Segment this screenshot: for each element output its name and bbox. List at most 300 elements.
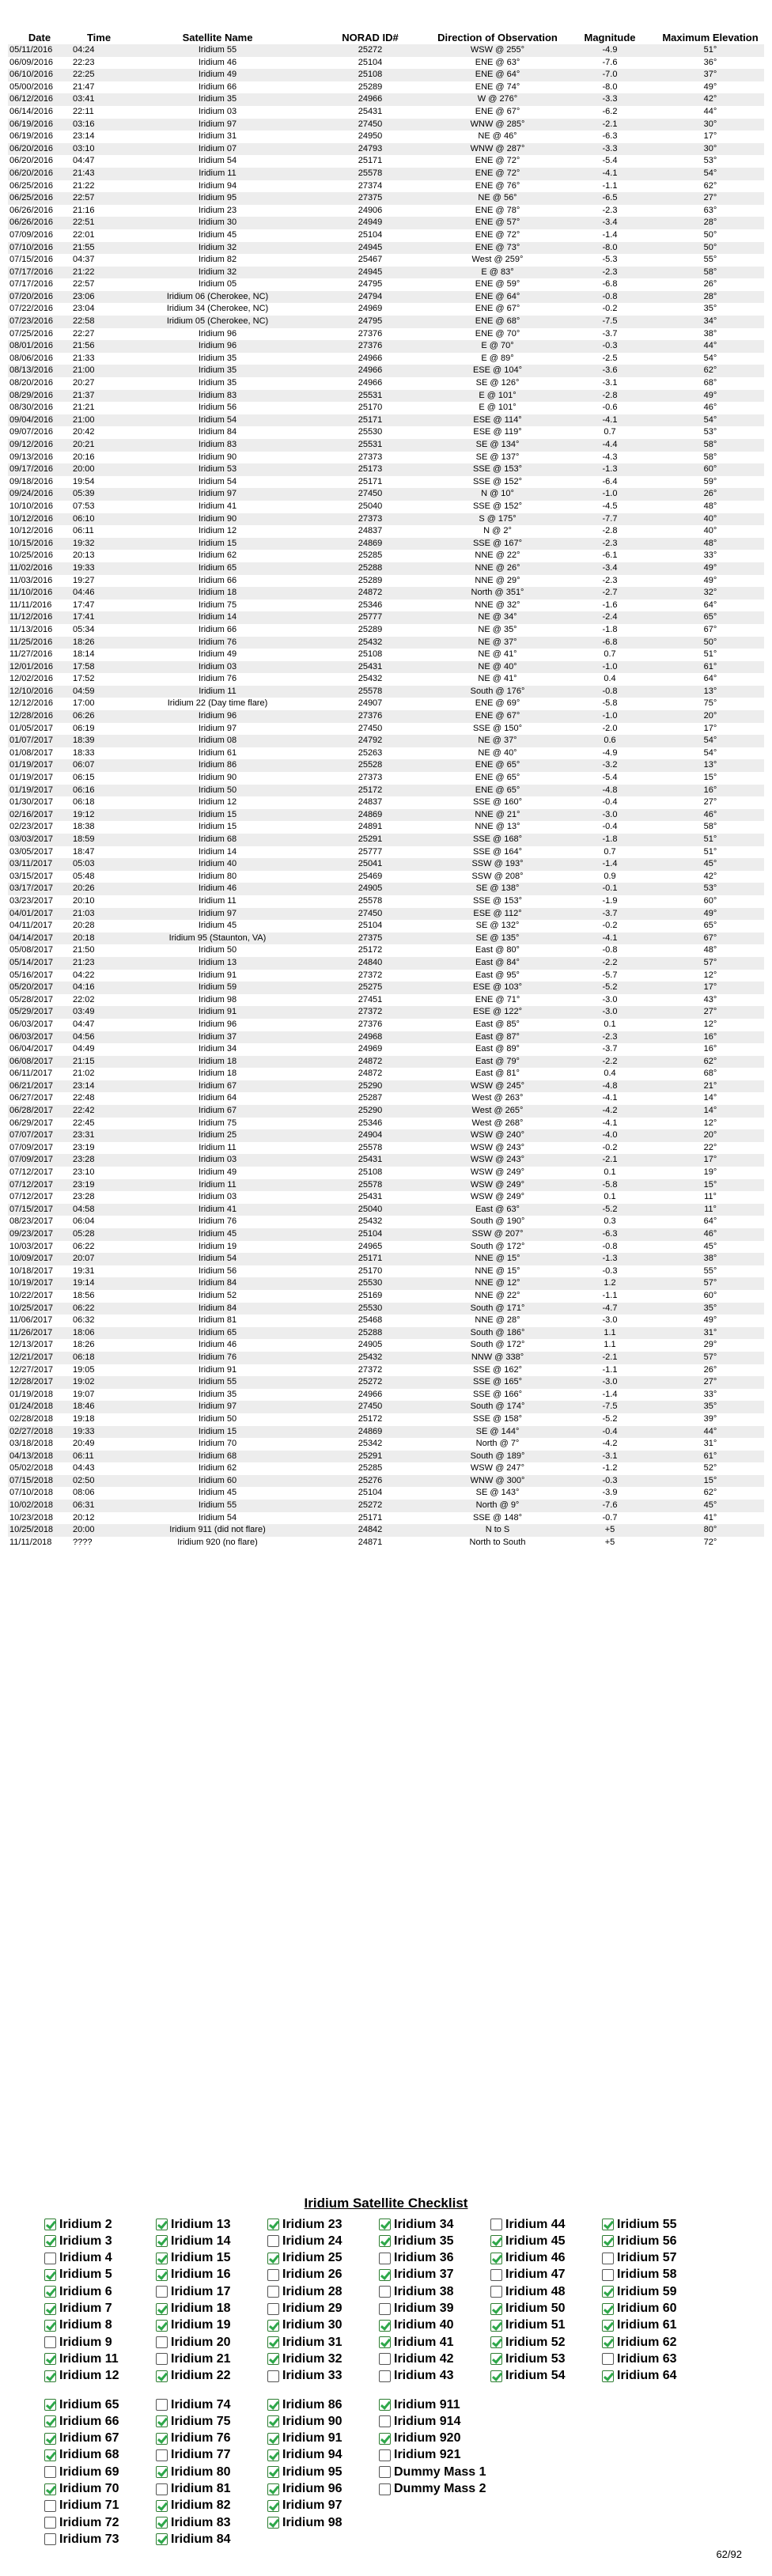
checked-checkbox[interactable]: [379, 2320, 391, 2332]
checked-checkbox[interactable]: [267, 2433, 279, 2445]
satellite-name-cell: Iridium 14: [198, 846, 237, 857]
checklist-item[interactable]: [490, 2301, 598, 2317]
direction-cell: NNE @ 28°: [475, 1315, 520, 1326]
checked-checkbox[interactable]: [602, 2219, 614, 2230]
checked-checkbox[interactable]: [602, 2303, 614, 2315]
checklist-item[interactable]: [267, 2351, 375, 2367]
table-row: [8, 1167, 764, 1179]
unchecked-checkbox[interactable]: [379, 2370, 391, 2382]
checklist-item[interactable]: [267, 2464, 375, 2480]
checked-checkbox[interactable]: [44, 2320, 56, 2332]
elevation-cell: 42°: [703, 871, 717, 881]
norad-id-cell: 25272: [308, 1376, 432, 1389]
checklist-item[interactable]: [379, 2447, 486, 2464]
unchecked-checkbox[interactable]: [379, 2286, 391, 2298]
unchecked-checkbox[interactable]: [379, 2449, 391, 2461]
checklist-item[interactable]: [602, 2317, 710, 2334]
unchecked-checkbox[interactable]: [490, 2286, 502, 2298]
unchecked-checkbox[interactable]: [267, 2370, 279, 2382]
elevation-cell: 44°: [703, 106, 717, 116]
norad-id-cell: 25467: [358, 255, 383, 265]
checklist-item[interactable]: [156, 2464, 263, 2480]
elevation-cell: 80°: [657, 1524, 764, 1537]
checked-checkbox[interactable]: [602, 2336, 614, 2348]
checked-checkbox[interactable]: [267, 2336, 279, 2348]
checklist-item[interactable]: [44, 2351, 152, 2367]
checklist-item[interactable]: [602, 2233, 710, 2249]
checklist-item[interactable]: [156, 2301, 263, 2317]
date-cell: 12/28/2017: [8, 1376, 71, 1389]
checked-checkbox[interactable]: [602, 2370, 614, 2382]
checklist-item[interactable]: [44, 2498, 152, 2514]
checklist-item[interactable]: [379, 2216, 486, 2233]
elevation-cell: 38°: [657, 1253, 764, 1265]
date-cell: 10/25/2018: [8, 1524, 71, 1537]
date-cell: 10/19/2017: [8, 1277, 71, 1290]
checklist-item[interactable]: [156, 2368, 263, 2385]
table-row: [8, 944, 764, 957]
table-row: [8, 242, 764, 255]
table-row: [8, 1253, 764, 1265]
checklist-item[interactable]: [490, 2283, 598, 2300]
satellite-name-cell: Iridium 66: [198, 81, 237, 92]
checklist-item[interactable]: [602, 2334, 710, 2351]
checklist-item[interactable]: [379, 2317, 486, 2334]
checklist-item[interactable]: [379, 2250, 486, 2267]
checked-checkbox[interactable]: [267, 2320, 279, 2332]
checked-checkbox[interactable]: [44, 2219, 56, 2230]
checklist-item[interactable]: [44, 2447, 152, 2464]
norad-id-cell: 25342: [358, 1439, 383, 1449]
magnitude-cell: -7.0: [563, 69, 657, 81]
checklist-item[interactable]: [44, 2481, 152, 2498]
date-cell: 12/01/2016: [8, 661, 71, 674]
checklist-item[interactable]: [379, 2464, 486, 2480]
unchecked-checkbox[interactable]: [267, 2303, 279, 2315]
unchecked-checkbox[interactable]: [44, 2533, 56, 2545]
table-row: [8, 513, 764, 526]
checked-checkbox[interactable]: [44, 2449, 56, 2461]
checklist-item[interactable]: [602, 2368, 710, 2385]
checked-checkbox[interactable]: [44, 2483, 56, 2495]
table-row: [8, 1352, 764, 1364]
checklist-item[interactable]: [156, 2396, 263, 2413]
checklist-item[interactable]: [379, 2334, 486, 2351]
time-cell: 18:33: [73, 747, 95, 758]
checklist-item[interactable]: [267, 2216, 375, 2233]
time-cell: 04:56: [71, 1031, 127, 1044]
date-cell: 07/15/2018: [8, 1475, 71, 1488]
checked-checkbox[interactable]: [156, 2370, 168, 2382]
checked-checkbox[interactable]: [602, 2235, 614, 2247]
satellite-name-cell: Iridium 911 (did not flare): [127, 1524, 308, 1537]
elevation-cell: 54°: [703, 353, 717, 363]
checklist-item[interactable]: [44, 2283, 152, 2300]
checklist-item[interactable]: [490, 2368, 598, 2385]
checked-checkbox[interactable]: [156, 2415, 168, 2427]
checklist-item[interactable]: [156, 2498, 263, 2514]
unchecked-checkbox[interactable]: [379, 2483, 391, 2495]
norad-id-cell: 24950: [358, 131, 383, 142]
satellite-name-cell: Iridium 50: [127, 785, 308, 797]
checked-checkbox[interactable]: [490, 2336, 502, 2348]
checklist-item[interactable]: [490, 2216, 598, 2233]
checklist-item[interactable]: [44, 2301, 152, 2317]
direction-cell: SSE @ 150°: [472, 723, 523, 733]
satellite-name-cell: Iridium 62: [198, 550, 237, 561]
satellite-name-cell: Iridium 75: [198, 1118, 237, 1128]
checklist-item[interactable]: [602, 2250, 710, 2267]
magnitude-cell: -7.6: [563, 1500, 657, 1512]
unchecked-checkbox[interactable]: [379, 2253, 391, 2264]
checklist-item[interactable]: [602, 2216, 710, 2233]
checklist-item[interactable]: [44, 2531, 152, 2548]
checklist-item[interactable]: [379, 2430, 486, 2447]
checklist-item[interactable]: [156, 2233, 263, 2249]
date-cell: 11/27/2016: [9, 649, 53, 660]
checklist-item[interactable]: [267, 2498, 375, 2514]
direction-cell: NNE @ 13°: [475, 822, 520, 832]
unchecked-checkbox[interactable]: [44, 2336, 56, 2348]
checked-checkbox[interactable]: [44, 2353, 56, 2365]
unchecked-checkbox[interactable]: [44, 2517, 56, 2529]
checklist-item[interactable]: [156, 2351, 263, 2367]
date-cell: 05/16/2017: [9, 970, 54, 980]
checklist-item[interactable]: [44, 2514, 152, 2531]
checklist-item[interactable]: [156, 2283, 263, 2300]
checked-checkbox[interactable]: [156, 2433, 168, 2445]
norad-id-cell: 25285: [358, 1463, 383, 1473]
checklist-item-label: Iridium 83: [171, 2515, 231, 2529]
checklist-item[interactable]: [379, 2481, 486, 2498]
direction-cell: ESE @ 119°: [473, 427, 522, 437]
unchecked-checkbox[interactable]: [267, 2269, 279, 2281]
checked-checkbox[interactable]: [379, 2399, 391, 2411]
checklist-item-label: Iridium 71: [59, 2498, 119, 2513]
checked-checkbox[interactable]: [379, 2219, 391, 2230]
unchecked-checkbox[interactable]: [156, 2449, 168, 2461]
checked-checkbox[interactable]: [44, 2399, 56, 2411]
checked-checkbox[interactable]: [156, 2253, 168, 2264]
unchecked-checkbox[interactable]: [379, 2415, 391, 2427]
norad-id-cell: 25431: [308, 1154, 432, 1167]
checked-checkbox[interactable]: [44, 2286, 56, 2298]
unchecked-checkbox[interactable]: [44, 2500, 56, 2512]
table-row: [8, 143, 764, 156]
norad-id-cell: 24837: [358, 526, 383, 536]
checklist-item[interactable]: [44, 2233, 152, 2249]
checked-checkbox[interactable]: [379, 2336, 391, 2348]
checked-checkbox[interactable]: [156, 2320, 168, 2332]
unchecked-checkbox[interactable]: [379, 2353, 391, 2365]
checklist-item[interactable]: [44, 2216, 152, 2233]
checked-checkbox[interactable]: [44, 2370, 56, 2382]
checklist-item[interactable]: [156, 2267, 263, 2283]
checked-checkbox[interactable]: [44, 2303, 56, 2315]
unchecked-checkbox[interactable]: [156, 2399, 168, 2411]
checklist-item[interactable]: [156, 2430, 263, 2447]
checklist-item[interactable]: [267, 2413, 375, 2430]
elevation-cell: 65°: [657, 611, 764, 624]
checklist-item[interactable]: [44, 2317, 152, 2334]
checklist-item[interactable]: [267, 2514, 375, 2531]
norad-id-cell: 25578: [358, 1142, 383, 1152]
checklist-item[interactable]: [490, 2233, 598, 2249]
magnitude-cell: -4.0: [563, 1129, 657, 1142]
unchecked-checkbox[interactable]: [379, 2303, 391, 2315]
satellite-name-cell: Iridium 65: [127, 1327, 308, 1340]
checklist-item-label: Iridium 51: [505, 2318, 566, 2332]
checklist-item[interactable]: [267, 2334, 375, 2351]
magnitude-cell: -5.2: [602, 1413, 618, 1424]
direction-cell: N @ 2°: [483, 526, 512, 536]
checklist-item[interactable]: [379, 2413, 486, 2430]
checked-checkbox[interactable]: [156, 2466, 168, 2478]
direction-cell: WSW @ 249°: [432, 1179, 563, 1192]
checklist-item[interactable]: [156, 2481, 263, 2498]
checked-checkbox[interactable]: [379, 2235, 391, 2247]
elevation-cell: 38°: [703, 328, 717, 339]
checked-checkbox[interactable]: [44, 2415, 56, 2427]
checklist-item[interactable]: [602, 2351, 710, 2367]
satellite-name-cell: Iridium 15: [127, 538, 308, 550]
checked-checkbox[interactable]: [490, 2253, 502, 2264]
table-row: [8, 747, 764, 760]
checklist-item[interactable]: [44, 2396, 152, 2413]
elevation-cell: 68°: [703, 378, 717, 388]
checked-checkbox[interactable]: [44, 2433, 56, 2445]
satellite-name-cell: Iridium 76: [127, 637, 308, 649]
elevation-cell: 62°: [657, 365, 764, 377]
checked-checkbox[interactable]: [156, 2533, 168, 2545]
unchecked-checkbox[interactable]: [44, 2466, 56, 2478]
checked-checkbox[interactable]: [156, 2303, 168, 2315]
unchecked-checkbox[interactable]: [156, 2353, 168, 2365]
direction-cell: South @ 190°: [470, 1216, 525, 1227]
norad-id-cell: 24792: [308, 735, 432, 747]
time-cell: 18:14: [73, 649, 95, 660]
norad-id-cell: 25289: [358, 624, 383, 634]
checklist-item[interactable]: [44, 2430, 152, 2447]
checked-checkbox[interactable]: [267, 2415, 279, 2427]
direction-cell: E @ 83°: [432, 267, 563, 279]
table-row: [8, 785, 764, 797]
checked-checkbox[interactable]: [156, 2235, 168, 2247]
checked-checkbox[interactable]: [490, 2353, 502, 2365]
unchecked-checkbox[interactable]: [379, 2466, 391, 2478]
checked-checkbox[interactable]: [267, 2253, 279, 2264]
time-cell: 18:26: [71, 637, 127, 649]
checked-checkbox[interactable]: [156, 2219, 168, 2230]
magnitude-cell: 0.1: [604, 1167, 616, 1178]
magnitude-cell: -6.5: [563, 192, 657, 205]
elevation-cell: 50°: [657, 242, 764, 255]
satellite-name-cell: Iridium 94: [198, 180, 237, 191]
checklist-item[interactable]: [44, 2267, 152, 2283]
elevation-cell: 53°: [657, 883, 764, 895]
checklist-item[interactable]: [267, 2481, 375, 2498]
checklist-item[interactable]: [267, 2368, 375, 2385]
norad-id-cell: 25432: [358, 674, 383, 684]
checked-checkbox[interactable]: [156, 2269, 168, 2281]
checklist-item[interactable]: [267, 2430, 375, 2447]
checklist-item[interactable]: [602, 2283, 710, 2300]
checklist-item[interactable]: [267, 2250, 375, 2267]
unchecked-checkbox[interactable]: [156, 2286, 168, 2298]
checked-checkbox[interactable]: [156, 2500, 168, 2512]
direction-cell: WNW @ 300°: [432, 1475, 563, 1488]
checked-checkbox[interactable]: [267, 2483, 279, 2495]
date-cell: 10/25/2016: [9, 550, 54, 561]
checklist-item[interactable]: [267, 2447, 375, 2464]
unchecked-checkbox[interactable]: [156, 2483, 168, 2495]
direction-cell: WSW @ 255°: [432, 44, 563, 57]
checklist-item[interactable]: [156, 2531, 263, 2548]
checklist-item[interactable]: [602, 2267, 710, 2283]
elevation-cell: 46°: [657, 1228, 764, 1241]
checklist-item[interactable]: [156, 2514, 263, 2531]
unchecked-checkbox[interactable]: [490, 2269, 502, 2281]
checklist-item[interactable]: [602, 2301, 710, 2317]
table-row: [8, 1043, 764, 1056]
checklist-item[interactable]: [379, 2267, 486, 2283]
satellite-name-cell: Iridium 03: [198, 106, 237, 116]
checklist-item[interactable]: [44, 2464, 152, 2480]
checked-checkbox[interactable]: [267, 2466, 279, 2478]
table-row: [8, 1475, 764, 1488]
checked-checkbox[interactable]: [267, 2449, 279, 2461]
checklist-item[interactable]: [379, 2351, 486, 2367]
time-cell: 04:16: [71, 982, 127, 994]
checklist-item[interactable]: [44, 2413, 152, 2430]
checked-checkbox[interactable]: [490, 2370, 502, 2382]
direction-cell: ENE @ 73°: [432, 242, 563, 255]
checklist-item[interactable]: [267, 2317, 375, 2334]
elevation-cell: 62°: [703, 180, 717, 191]
magnitude-cell: -5.4: [602, 156, 618, 166]
time-cell: 06:10: [71, 513, 127, 526]
date-cell: 07/07/2017: [8, 1129, 71, 1142]
magnitude-cell: -4.1: [563, 168, 657, 180]
satellite-name-cell: Iridium 35: [127, 93, 308, 106]
checklist-item[interactable]: [156, 2334, 263, 2351]
time-cell: 19:18: [73, 1413, 95, 1424]
checked-checkbox[interactable]: [602, 2286, 614, 2298]
checklist-item[interactable]: [490, 2317, 598, 2334]
checklist-item[interactable]: [44, 2334, 152, 2351]
checklist-item[interactable]: [267, 2267, 375, 2283]
time-cell: 22:45: [73, 1118, 95, 1128]
checked-checkbox[interactable]: [379, 2269, 391, 2281]
unchecked-checkbox[interactable]: [44, 2253, 56, 2264]
magnitude-cell: -1.2: [602, 1463, 618, 1473]
checked-checkbox[interactable]: [267, 2353, 279, 2365]
checked-checkbox[interactable]: [267, 2399, 279, 2411]
satellite-name-cell: Iridium 50: [198, 1413, 237, 1424]
checklist-item[interactable]: [156, 2317, 263, 2334]
checked-checkbox[interactable]: [490, 2320, 502, 2332]
norad-id-cell: 24966: [358, 353, 383, 363]
checklist-item[interactable]: [44, 2368, 152, 2385]
elevation-cell: 32°: [657, 587, 764, 600]
checklist-item[interactable]: [267, 2301, 375, 2317]
checklist-item[interactable]: [379, 2233, 486, 2249]
checklist-item[interactable]: [267, 2396, 375, 2413]
magnitude-cell: -7.5: [563, 1401, 657, 1413]
checklist-item[interactable]: [379, 2283, 486, 2300]
checked-checkbox[interactable]: [267, 2219, 279, 2230]
unchecked-checkbox[interactable]: [156, 2336, 168, 2348]
satellite-name-cell: Iridium 11: [199, 895, 237, 906]
checklist-item[interactable]: [156, 2447, 263, 2464]
norad-id-cell: 27450: [308, 488, 432, 501]
date-cell: 07/22/2016: [9, 304, 54, 314]
checklist-item[interactable]: [490, 2334, 598, 2351]
direction-cell: SSE @ 164°: [472, 846, 523, 857]
elevation-cell: 26°: [657, 488, 764, 501]
checklist-item[interactable]: [267, 2233, 375, 2249]
norad-id-cell: 25431: [358, 1192, 383, 1202]
checked-checkbox[interactable]: [602, 2320, 614, 2332]
unchecked-checkbox[interactable]: [602, 2253, 614, 2264]
checklist-item[interactable]: [490, 2351, 598, 2367]
table-row: [8, 1500, 764, 1512]
unchecked-checkbox[interactable]: [602, 2353, 614, 2365]
table-row: [8, 538, 764, 550]
satellite-name-cell: Iridium 11: [199, 1142, 237, 1152]
norad-id-cell: 25287: [358, 1093, 383, 1103]
checklist-item[interactable]: [379, 2301, 486, 2317]
checklist-item[interactable]: [379, 2396, 486, 2413]
unchecked-checkbox[interactable]: [602, 2269, 614, 2281]
magnitude-cell: -0.3: [563, 1475, 657, 1488]
table-row: [8, 1389, 764, 1401]
satellite-name-cell: Iridium 41: [198, 501, 237, 511]
checklist-item-label: Iridium 77: [171, 2448, 231, 2462]
checklist-item[interactable]: [267, 2283, 375, 2300]
unchecked-checkbox[interactable]: [267, 2286, 279, 2298]
checked-checkbox[interactable]: [490, 2235, 502, 2247]
table-row: [8, 1413, 764, 1426]
unchecked-checkbox[interactable]: [490, 2219, 502, 2230]
direction-cell: SSE @ 162°: [472, 1364, 523, 1375]
time-cell: 19:14: [71, 1277, 127, 1290]
satellite-name-cell: Iridium 08: [127, 735, 308, 747]
checked-checkbox[interactable]: [267, 2517, 279, 2529]
checked-checkbox[interactable]: [490, 2303, 502, 2315]
checklist-item[interactable]: [44, 2250, 152, 2267]
checked-checkbox[interactable]: [379, 2433, 391, 2445]
checklist-item[interactable]: [156, 2216, 263, 2233]
table-row: [8, 303, 764, 316]
direction-cell: NNE @ 29°: [475, 575, 520, 585]
checked-checkbox[interactable]: [44, 2269, 56, 2281]
checklist-item[interactable]: [156, 2413, 263, 2430]
checked-checkbox[interactable]: [267, 2500, 279, 2512]
checklist-item[interactable]: [490, 2250, 598, 2267]
direction-cell: NNE @ 15°: [475, 1265, 520, 1276]
norad-id-cell: 25578: [308, 686, 432, 698]
checked-checkbox[interactable]: [44, 2235, 56, 2247]
checklist-item[interactable]: [379, 2368, 486, 2385]
checklist-item[interactable]: [490, 2267, 598, 2283]
checked-checkbox[interactable]: [156, 2517, 168, 2529]
checklist-item[interactable]: [156, 2250, 263, 2267]
unchecked-checkbox[interactable]: [267, 2235, 279, 2247]
satellite-name-cell: Iridium 62: [198, 1463, 237, 1473]
date-cell: 09/24/2016: [8, 488, 71, 501]
header-norad-id: NORAD ID#: [342, 32, 399, 44]
